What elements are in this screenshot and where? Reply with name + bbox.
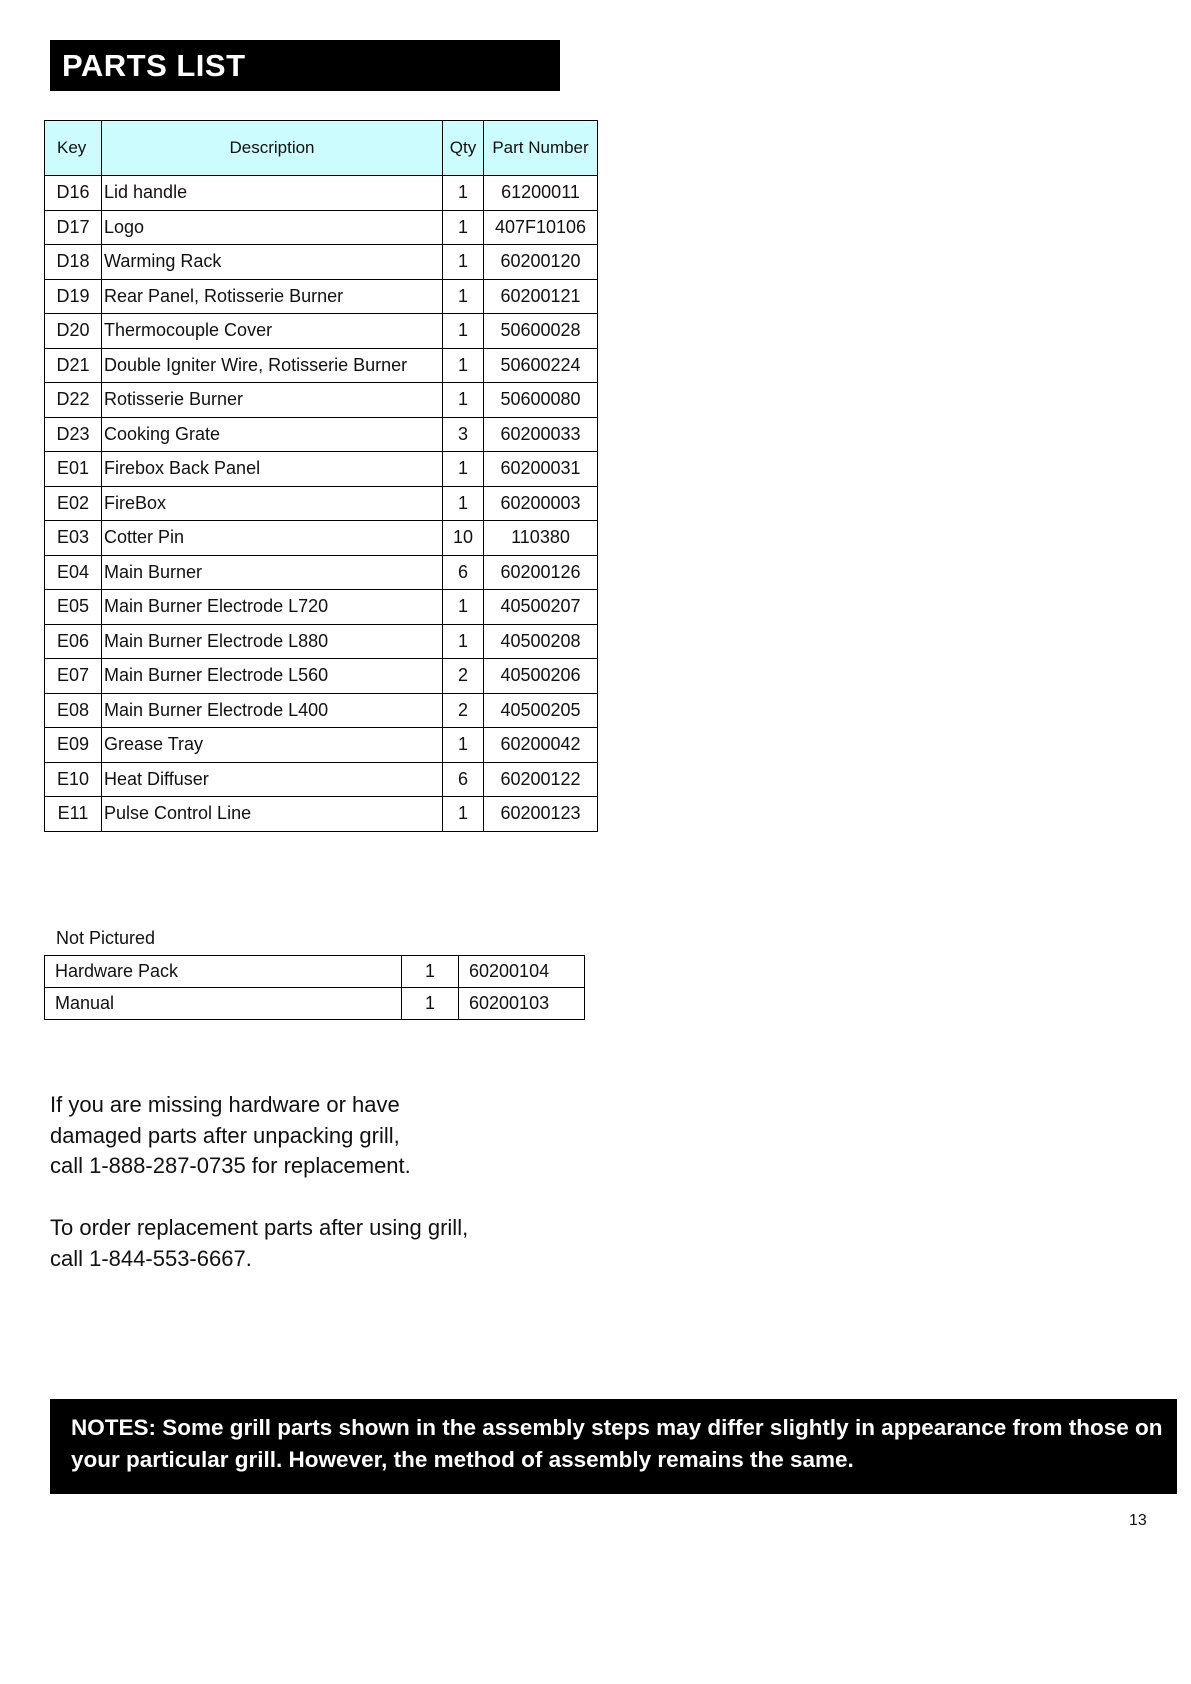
- part-number-cell: 61200011: [484, 176, 598, 211]
- description-cell: Main Burner Electrode L720: [102, 590, 443, 625]
- part-number-cell: 60200122: [484, 762, 598, 797]
- description-cell: Main Burner Electrode L400: [102, 693, 443, 728]
- key-cell: E02: [45, 486, 102, 521]
- qty-cell: 1: [402, 988, 459, 1020]
- qty-cell: 1: [443, 797, 484, 832]
- part-number-cell: 40500205: [484, 693, 598, 728]
- description-cell: Thermocouple Cover: [102, 314, 443, 349]
- table-row: [45, 659, 598, 694]
- description-cell: Main Burner Electrode L560: [102, 659, 443, 694]
- part-number-cell: 60200033: [484, 417, 598, 452]
- part-number-cell: 60200120: [484, 245, 598, 280]
- key-cell: E10: [45, 762, 102, 797]
- table-row: [45, 988, 585, 1020]
- description-cell: Main Burner Electrode L880: [102, 624, 443, 659]
- description-cell: Cotter Pin: [102, 521, 443, 556]
- text-line: call 1-844-553-6667.: [50, 1245, 252, 1271]
- page-title: PARTS LIST: [62, 48, 246, 83]
- qty-cell: 1: [443, 728, 484, 763]
- description-cell: Main Burner: [102, 555, 443, 590]
- key-cell: D21: [45, 348, 102, 383]
- part-number-cell: 60200031: [484, 452, 598, 487]
- qty-cell: 1: [443, 176, 484, 211]
- header-qty: Qty: [443, 121, 484, 176]
- part-number-cell: 110380: [484, 521, 598, 556]
- qty-cell: 6: [443, 555, 484, 590]
- description-cell: FireBox: [102, 486, 443, 521]
- part-number-cell: 40500207: [484, 590, 598, 625]
- description-cell: Warming Rack: [102, 245, 443, 280]
- text-line: damaged parts after unpacking grill,: [50, 1122, 400, 1148]
- part-number-cell: 60200121: [484, 279, 598, 314]
- description-cell: Cooking Grate: [102, 417, 443, 452]
- key-cell: D16: [45, 176, 102, 211]
- notes-box: [50, 1399, 1177, 1494]
- parts-table: [44, 120, 598, 832]
- qty-cell: 3: [443, 417, 484, 452]
- key-cell: D22: [45, 383, 102, 418]
- description-cell: Hardware Pack: [45, 956, 402, 988]
- qty-cell: 2: [443, 659, 484, 694]
- description-cell: Double Igniter Wire, Rotisserie Burner: [102, 348, 443, 383]
- table-row: [45, 417, 598, 452]
- key-cell: E09: [45, 728, 102, 763]
- key-cell: E06: [45, 624, 102, 659]
- part-number-cell: 50600028: [484, 314, 598, 349]
- key-cell: E05: [45, 590, 102, 625]
- qty-cell: 10: [443, 521, 484, 556]
- part-number-cell: 50600080: [484, 383, 598, 418]
- missing-parts-paragraph: [50, 1090, 411, 1182]
- description-cell: Grease Tray: [102, 728, 443, 763]
- table-row: [45, 245, 598, 280]
- table-row: [45, 728, 598, 763]
- table-row: [45, 956, 585, 988]
- qty-cell: 1: [443, 314, 484, 349]
- qty-cell: 1: [443, 624, 484, 659]
- qty-cell: 1: [402, 956, 459, 988]
- qty-cell: 2: [443, 693, 484, 728]
- key-cell: D17: [45, 210, 102, 245]
- description-cell: Logo: [102, 210, 443, 245]
- header-part-number: Part Number: [484, 121, 598, 176]
- key-cell: E01: [45, 452, 102, 487]
- part-number-cell: 40500208: [484, 624, 598, 659]
- title-bar: [50, 40, 560, 91]
- key-cell: E11: [45, 797, 102, 832]
- order-parts-paragraph: [50, 1213, 468, 1274]
- key-cell: E03: [45, 521, 102, 556]
- part-number-cell: 60200042: [484, 728, 598, 763]
- table-row: [45, 797, 598, 832]
- table-row: [45, 348, 598, 383]
- table-row: [45, 176, 598, 211]
- table-header-row: [45, 121, 598, 176]
- table-row: [45, 452, 598, 487]
- header-description: Description: [102, 121, 443, 176]
- part-number-cell: 407F10106: [484, 210, 598, 245]
- description-cell: Manual: [45, 988, 402, 1020]
- key-cell: E08: [45, 693, 102, 728]
- part-number-cell: 60200003: [484, 486, 598, 521]
- table-row: [45, 624, 598, 659]
- description-cell: Firebox Back Panel: [102, 452, 443, 487]
- page-number: 13: [1129, 1512, 1147, 1529]
- text-line: call 1-888-287-0735 for replacement.: [50, 1153, 411, 1178]
- table-row: [45, 693, 598, 728]
- table-row: [45, 555, 598, 590]
- qty-cell: 6: [443, 762, 484, 797]
- table-row: [45, 279, 598, 314]
- qty-cell: 1: [443, 348, 484, 383]
- description-cell: Heat Diffuser: [102, 762, 443, 797]
- qty-cell: 1: [443, 383, 484, 418]
- table-row: [45, 486, 598, 521]
- qty-cell: 1: [443, 486, 484, 521]
- key-cell: D23: [45, 417, 102, 452]
- description-cell: Pulse Control Line: [102, 797, 443, 832]
- key-cell: D20: [45, 314, 102, 349]
- not-pictured-table: [44, 955, 585, 1020]
- part-number-cell: 60200104: [459, 956, 585, 988]
- qty-cell: 1: [443, 245, 484, 280]
- table-row: [45, 314, 598, 349]
- part-number-cell: 60200123: [484, 797, 598, 832]
- not-pictured-label: Not Pictured: [56, 928, 156, 948]
- table-row: [45, 762, 598, 797]
- qty-cell: 1: [443, 210, 484, 245]
- qty-cell: 1: [443, 452, 484, 487]
- table-row: [45, 590, 598, 625]
- key-cell: D19: [45, 279, 102, 314]
- key-cell: E07: [45, 659, 102, 694]
- notes-text: NOTES: Some grill parts shown in the assembly steps may differ slightly in appearance from those on your particular grill. However, the method of assembly remains the same.: [71, 1415, 1163, 1472]
- text-line: To order replacement parts after using grill,: [50, 1215, 469, 1240]
- table-row: [45, 383, 598, 418]
- table-row: [45, 521, 598, 556]
- key-cell: D18: [45, 245, 102, 280]
- description-cell: Lid handle: [102, 176, 443, 211]
- description-cell: Rear Panel, Rotisserie Burner: [102, 279, 443, 314]
- qty-cell: 1: [443, 590, 484, 625]
- description-cell: Rotisserie Burner: [102, 383, 443, 418]
- header-key: Key: [45, 121, 102, 176]
- part-number-cell: 60200126: [484, 555, 598, 590]
- part-number-cell: 60200103: [459, 988, 585, 1020]
- part-number-cell: 50600224: [484, 348, 598, 383]
- qty-cell: 1: [443, 279, 484, 314]
- table-row: [45, 210, 598, 245]
- key-cell: E04: [45, 555, 102, 590]
- text-line: If you are missing hardware or have: [50, 1092, 400, 1117]
- part-number-cell: 40500206: [484, 659, 598, 694]
